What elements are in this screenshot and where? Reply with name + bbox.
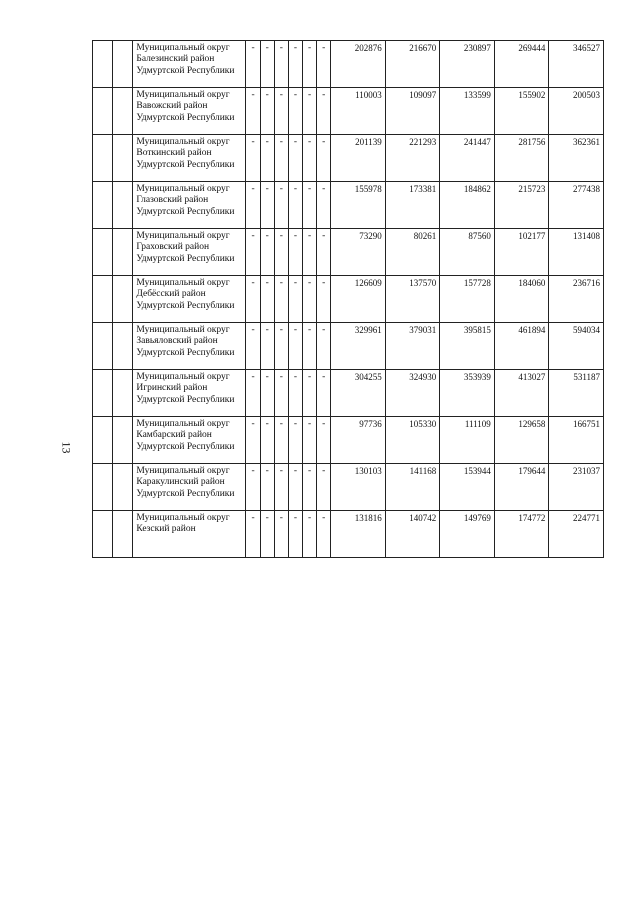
dash-cell: - [246,417,260,464]
dash-cell: - [274,464,288,511]
municipality-name-line: Воткинский район [136,148,212,159]
value-cell: 130103 [331,464,386,511]
empty-cell [93,323,113,370]
value-cell: 231037 [549,464,604,511]
dash-cell: - [246,276,260,323]
municipality-name-line: Игринский район [136,383,208,394]
value-cell: 594034 [549,323,604,370]
dash-cell: - [302,135,316,182]
value-cell: 531187 [549,370,604,417]
value-cell: 149769 [440,511,495,558]
value-cell: 215723 [494,182,549,229]
municipality-name-line: Глазовский район [136,195,209,206]
value-cell: 157728 [440,276,495,323]
empty-cell [93,370,113,417]
table-row [93,41,604,88]
dash-cell: - [288,41,302,88]
dash-cell: - [274,41,288,88]
value-cell: 166751 [549,417,604,464]
dash-cell: - [302,370,316,417]
municipality-name-line: Муниципальный округ [136,419,230,429]
dash-cell: - [302,464,316,511]
table-row [93,370,604,417]
value-cell: 329961 [331,323,386,370]
dash-cell: - [317,464,331,511]
municipality-name-line: Муниципальный округ [136,325,230,335]
value-cell: 379031 [385,323,440,370]
value-cell: 129658 [494,417,549,464]
dash-cell: - [260,511,274,558]
dash-cell: - [288,182,302,229]
dash-cell: - [288,323,302,370]
empty-cell [113,182,133,229]
dash-cell: - [274,511,288,558]
value-cell: 109097 [385,88,440,135]
dash-cell: - [274,417,288,464]
empty-cell [113,417,133,464]
municipality-name-line: Муниципальный округ [136,513,230,523]
table-row [93,276,604,323]
value-cell: 110003 [331,88,386,135]
value-cell: 216670 [385,41,440,88]
dash-cell: - [288,88,302,135]
dash-cell: - [317,229,331,276]
dash-cell: - [260,417,274,464]
empty-cell [93,276,113,323]
municipality-name-cell [133,88,246,135]
value-cell: 97736 [331,417,386,464]
dash-cell: - [246,135,260,182]
value-cell: 80261 [385,229,440,276]
municipality-name-line: Муниципальный округ [136,184,230,194]
value-cell: 102177 [494,229,549,276]
municipality-name-cell [133,370,246,417]
empty-cell [113,88,133,135]
dash-cell: - [288,276,302,323]
municipality-name-cell [133,182,246,229]
municipality-name-line: Вавожский район [136,101,208,112]
municipality-name-cell [133,41,246,88]
value-cell: 153944 [440,464,495,511]
dash-cell: - [260,323,274,370]
dash-cell: - [288,135,302,182]
municipality-name-line: Удмуртской Республики [136,65,235,76]
municipality-name-line: Удмуртской Республики [136,488,235,499]
empty-cell [113,135,133,182]
value-cell: 137570 [385,276,440,323]
value-cell: 277438 [549,182,604,229]
value-cell: 202876 [331,41,386,88]
dash-cell: - [302,276,316,323]
municipality-name-line: Удмуртской Республики [136,300,235,311]
dash-cell: - [274,88,288,135]
dash-cell: - [260,135,274,182]
municipality-name-line: Граховский район [136,242,210,253]
value-cell: 413027 [494,370,549,417]
dash-cell: - [274,323,288,370]
value-cell: 324930 [385,370,440,417]
table-row [93,464,604,511]
dash-cell: - [260,370,274,417]
dash-cell: - [317,88,331,135]
value-cell: 236716 [549,276,604,323]
value-cell: 281756 [494,135,549,182]
dash-cell: - [317,417,331,464]
empty-cell [113,370,133,417]
dash-cell: - [260,276,274,323]
municipality-name-line: Муниципальный округ [136,372,230,382]
dash-cell: - [246,370,260,417]
value-cell: 461894 [494,323,549,370]
value-cell: 179644 [494,464,549,511]
value-cell: 87560 [440,229,495,276]
dash-cell: - [317,511,331,558]
value-cell: 174772 [494,511,549,558]
municipality-name-cell [133,135,246,182]
value-cell: 304255 [331,370,386,417]
empty-cell [93,41,113,88]
dash-cell: - [288,417,302,464]
dash-cell: - [317,41,331,88]
dash-cell: - [288,511,302,558]
municipality-name-line: Удмуртской Республики [136,253,235,264]
municipality-name-cell [133,323,246,370]
municipality-name-line: Муниципальный округ [136,278,230,288]
municipality-name-line: Муниципальный округ [136,137,230,147]
municipality-name-line: Муниципальный округ [136,231,230,241]
dash-cell: - [260,88,274,135]
dash-cell: - [302,229,316,276]
empty-cell [93,229,113,276]
value-cell: 131816 [331,511,386,558]
municipality-name-line: Удмуртской Республики [136,394,235,405]
dash-cell: - [246,41,260,88]
dash-cell: - [317,370,331,417]
dash-cell: - [302,417,316,464]
municipal-data-table [92,40,604,558]
value-cell: 230897 [440,41,495,88]
value-cell: 155902 [494,88,549,135]
value-cell: 224771 [549,511,604,558]
municipality-name-cell [133,276,246,323]
dash-cell: - [274,182,288,229]
dash-cell: - [274,276,288,323]
dash-cell: - [246,511,260,558]
dash-cell: - [274,135,288,182]
municipality-name-cell [133,464,246,511]
municipality-name-cell [133,511,246,558]
value-cell: 133599 [440,88,495,135]
municipality-name-line: Кезский район [136,524,196,535]
value-cell: 362361 [549,135,604,182]
value-cell: 269444 [494,41,549,88]
empty-cell [113,511,133,558]
value-cell: 131408 [549,229,604,276]
value-cell: 140742 [385,511,440,558]
municipality-name-line: Муниципальный округ [136,466,230,476]
value-cell: 111109 [440,417,495,464]
dash-cell: - [302,323,316,370]
empty-cell [113,323,133,370]
dash-cell: - [260,229,274,276]
dash-cell: - [317,323,331,370]
value-cell: 395815 [440,323,495,370]
value-cell: 126609 [331,276,386,323]
value-cell: 105330 [385,417,440,464]
empty-cell [113,41,133,88]
empty-cell [93,182,113,229]
table-row [93,88,604,135]
dash-cell: - [302,182,316,229]
empty-cell [113,229,133,276]
dash-cell: - [246,229,260,276]
dash-cell: - [246,182,260,229]
dash-cell: - [317,182,331,229]
municipality-name-cell [133,229,246,276]
municipality-name-line: Каракулинский район [136,477,225,488]
value-cell: 155978 [331,182,386,229]
value-cell: 221293 [385,135,440,182]
empty-cell [93,417,113,464]
table-row [93,417,604,464]
value-cell: 184862 [440,182,495,229]
empty-cell [93,464,113,511]
municipality-name-line: Удмуртской Республики [136,441,235,452]
dash-cell: - [274,229,288,276]
dash-cell: - [288,370,302,417]
dash-cell: - [246,464,260,511]
table-row [93,182,604,229]
municipality-name-line: Камбарский район [136,430,212,441]
dash-cell: - [317,276,331,323]
value-cell: 200503 [549,88,604,135]
dash-cell: - [260,464,274,511]
dash-cell: - [246,88,260,135]
dash-cell: - [246,323,260,370]
dash-cell: - [302,41,316,88]
municipality-name-line: Муниципальный округ [136,43,230,53]
dash-cell: - [274,370,288,417]
municipality-name-line: Удмуртской Республики [136,206,235,217]
table-row [93,511,604,558]
municipality-name-line: Балезинский район [136,54,215,65]
dash-cell: - [288,229,302,276]
table-row [93,135,604,182]
municipality-name-line: Дебёсский район [136,289,206,300]
empty-cell [93,511,113,558]
dash-cell: - [260,41,274,88]
value-cell: 141168 [385,464,440,511]
dash-cell: - [302,88,316,135]
dash-cell: - [288,464,302,511]
empty-cell [93,135,113,182]
municipality-name-line: Удмуртской Республики [136,347,235,358]
empty-cell [113,464,133,511]
municipality-name-line: Завьяловский район [136,336,218,347]
empty-cell [113,276,133,323]
dash-cell: - [302,511,316,558]
table-row [93,229,604,276]
value-cell: 346527 [549,41,604,88]
value-cell: 353939 [440,370,495,417]
page-number: 13 [59,441,74,454]
value-cell: 184060 [494,276,549,323]
municipality-name-cell [133,417,246,464]
value-cell: 173381 [385,182,440,229]
dash-cell: - [260,182,274,229]
value-cell: 241447 [440,135,495,182]
dash-cell: - [317,135,331,182]
empty-cell [93,88,113,135]
municipality-name-line: Муниципальный округ [136,90,230,100]
municipality-name-line: Удмуртской Республики [136,112,235,123]
value-cell: 73290 [331,229,386,276]
value-cell: 201139 [331,135,386,182]
table-row [93,323,604,370]
municipality-name-line: Удмуртской Республики [136,159,235,170]
